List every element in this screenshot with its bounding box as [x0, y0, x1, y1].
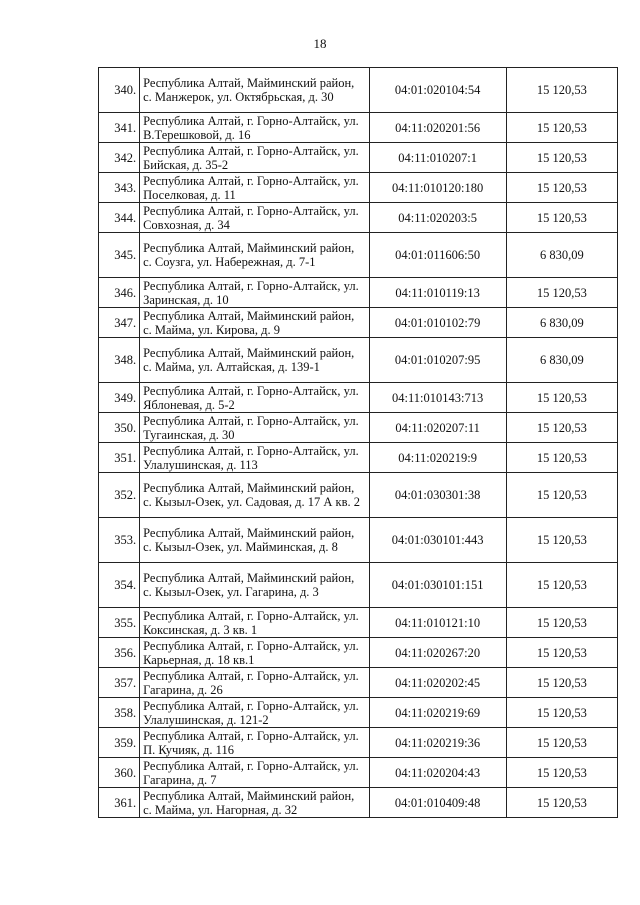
row-address: Республика Алтай, г. Горно-Алтайск, ул. Бийская, д. 35-2 [140, 143, 369, 173]
row-cadastral-number: 04:11:010121:10 [369, 608, 506, 638]
row-amount: 15 120,53 [506, 788, 617, 818]
table-row [99, 638, 618, 668]
row-cadastral-number: 04:01:020104:54 [369, 68, 506, 113]
row-address: Республика Алтай, Майминский район, с. Майма, ул. Кирова, д. 9 [140, 308, 369, 338]
row-number: 341. [99, 113, 140, 143]
row-address: Республика Алтай, Майминский район, с. Соузга, ул. Набережная, д. 7-1 [140, 233, 369, 278]
row-number: 347. [99, 308, 140, 338]
row-amount: 15 120,53 [506, 413, 617, 443]
row-amount: 15 120,53 [506, 443, 617, 473]
row-amount: 15 120,53 [506, 608, 617, 638]
row-address: Республика Алтай, г. Горно-Алтайск, ул. Яблоневая, д. 5-2 [140, 383, 369, 413]
row-amount: 15 120,53 [506, 383, 617, 413]
row-amount: 15 120,53 [506, 143, 617, 173]
row-address: Республика Алтай, г. Горно-Алтайск, ул. Улалушинская, д. 121-2 [140, 698, 369, 728]
row-cadastral-number: 04:11:020219:69 [369, 698, 506, 728]
row-number: 350. [99, 413, 140, 443]
row-address: Республика Алтай, Майминский район, с. Майма, ул. Нагорная, д. 32 [140, 788, 369, 818]
row-amount: 15 120,53 [506, 278, 617, 308]
table-row [99, 443, 618, 473]
row-address: Республика Алтай, г. Горно-Алтайск, ул. П. Кучияк, д. 116 [140, 728, 369, 758]
row-number: 353. [99, 518, 140, 563]
row-cadastral-number: 04:11:020219:36 [369, 728, 506, 758]
table-row [99, 173, 618, 203]
table-body [99, 68, 618, 818]
row-cadastral-number: 04:11:010143:713 [369, 383, 506, 413]
row-number: 359. [99, 728, 140, 758]
row-amount: 6 830,09 [506, 233, 617, 278]
row-number: 352. [99, 473, 140, 518]
table-row [99, 278, 618, 308]
row-address: Республика Алтай, Майминский район, с. Кызыл-Озек, ул. Садовая, д. 17 А кв. 2 [140, 473, 369, 518]
row-cadastral-number: 04:01:030101:443 [369, 518, 506, 563]
row-number: 358. [99, 698, 140, 728]
table-row [99, 668, 618, 698]
row-cadastral-number: 04:11:010120:180 [369, 173, 506, 203]
row-address: Республика Алтай, г. Горно-Алтайск, ул. Поселковая, д. 11 [140, 173, 369, 203]
row-address: Республика Алтай, г. Горно-Алтайск, ул. Гагарина, д. 26 [140, 668, 369, 698]
table-row [99, 143, 618, 173]
row-address: Республика Алтай, Майминский район, с. Кызыл-Озек, ул. Гагарина, д. 3 [140, 563, 369, 608]
row-cadastral-number: 04:01:011606:50 [369, 233, 506, 278]
table-row [99, 413, 618, 443]
row-amount: 15 120,53 [506, 698, 617, 728]
table-row [99, 308, 618, 338]
row-amount: 15 120,53 [506, 173, 617, 203]
row-cadastral-number: 04:11:020204:43 [369, 758, 506, 788]
row-address: Республика Алтай, г. Горно-Алтайск, ул. Гагарина, д. 7 [140, 758, 369, 788]
row-address: Республика Алтай, г. Горно-Алтайск, ул. Коксинская, д. 3 кв. 1 [140, 608, 369, 638]
row-number: 340. [99, 68, 140, 113]
row-number: 342. [99, 143, 140, 173]
row-number: 357. [99, 668, 140, 698]
row-address: Республика Алтай, г. Горно-Алтайск, ул. Заринская, д. 10 [140, 278, 369, 308]
row-amount: 6 830,09 [506, 338, 617, 383]
row-cadastral-number: 04:11:020219:9 [369, 443, 506, 473]
row-amount: 15 120,53 [506, 518, 617, 563]
table-row [99, 788, 618, 818]
row-number: 344. [99, 203, 140, 233]
table-row [99, 203, 618, 233]
row-address: Республика Алтай, Майминский район, с. Майма, ул. Алтайская, д. 139-1 [140, 338, 369, 383]
row-amount: 15 120,53 [506, 668, 617, 698]
row-number: 349. [99, 383, 140, 413]
row-number: 356. [99, 638, 140, 668]
table-row [99, 68, 618, 113]
row-number: 354. [99, 563, 140, 608]
row-cadastral-number: 04:11:020201:56 [369, 113, 506, 143]
table-row [99, 563, 618, 608]
table-row [99, 698, 618, 728]
table-row [99, 233, 618, 278]
row-cadastral-number: 04:01:010102:79 [369, 308, 506, 338]
row-number: 351. [99, 443, 140, 473]
table-row [99, 608, 618, 638]
row-amount: 15 120,53 [506, 563, 617, 608]
row-number: 355. [99, 608, 140, 638]
row-address: Республика Алтай, г. Горно-Алтайск, ул. Тугаинская, д. 30 [140, 413, 369, 443]
row-amount: 15 120,53 [506, 473, 617, 518]
row-cadastral-number: 04:01:030101:151 [369, 563, 506, 608]
table-row [99, 758, 618, 788]
row-cadastral-number: 04:11:020207:11 [369, 413, 506, 443]
table-row [99, 728, 618, 758]
row-cadastral-number: 04:01:030301:38 [369, 473, 506, 518]
row-amount: 15 120,53 [506, 203, 617, 233]
row-cadastral-number: 04:01:010409:48 [369, 788, 506, 818]
row-cadastral-number: 04:11:020267:20 [369, 638, 506, 668]
table-row [99, 518, 618, 563]
row-number: 360. [99, 758, 140, 788]
table-row [99, 338, 618, 383]
row-address: Республика Алтай, г. Горно-Алтайск, ул. Совхозная, д. 34 [140, 203, 369, 233]
row-address: Республика Алтай, г. Горно-Алтайск, ул. Карьерная, д. 18 кв.1 [140, 638, 369, 668]
table-row [99, 473, 618, 518]
row-address: Республика Алтай, Майминский район, с. Манжерок, ул. Октябрьская, д. 30 [140, 68, 369, 113]
property-table [98, 67, 618, 818]
row-address: Республика Алтай, г. Горно-Алтайск, ул. В.Терешковой, д. 16 [140, 113, 369, 143]
row-number: 361. [99, 788, 140, 818]
row-number: 348. [99, 338, 140, 383]
row-amount: 15 120,53 [506, 68, 617, 113]
table-row [99, 113, 618, 143]
row-amount: 15 120,53 [506, 728, 617, 758]
row-amount: 15 120,53 [506, 758, 617, 788]
row-number: 343. [99, 173, 140, 203]
row-number: 346. [99, 278, 140, 308]
table-row [99, 383, 618, 413]
row-cadastral-number: 04:01:010207:95 [369, 338, 506, 383]
page-number: 18 [313, 36, 327, 51]
row-cadastral-number: 04:11:010207:1 [369, 143, 506, 173]
row-amount: 6 830,09 [506, 308, 617, 338]
row-address: Республика Алтай, Майминский район, с. Кызыл-Озек, ул. Майминская, д. 8 [140, 518, 369, 563]
row-cadastral-number: 04:11:020203:5 [369, 203, 506, 233]
row-cadastral-number: 04:11:010119:13 [369, 278, 506, 308]
row-number: 345. [99, 233, 140, 278]
row-cadastral-number: 04:11:020202:45 [369, 668, 506, 698]
row-amount: 15 120,53 [506, 113, 617, 143]
row-amount: 15 120,53 [506, 638, 617, 668]
row-address: Республика Алтай, г. Горно-Алтайск, ул. Улалушинская, д. 113 [140, 443, 369, 473]
